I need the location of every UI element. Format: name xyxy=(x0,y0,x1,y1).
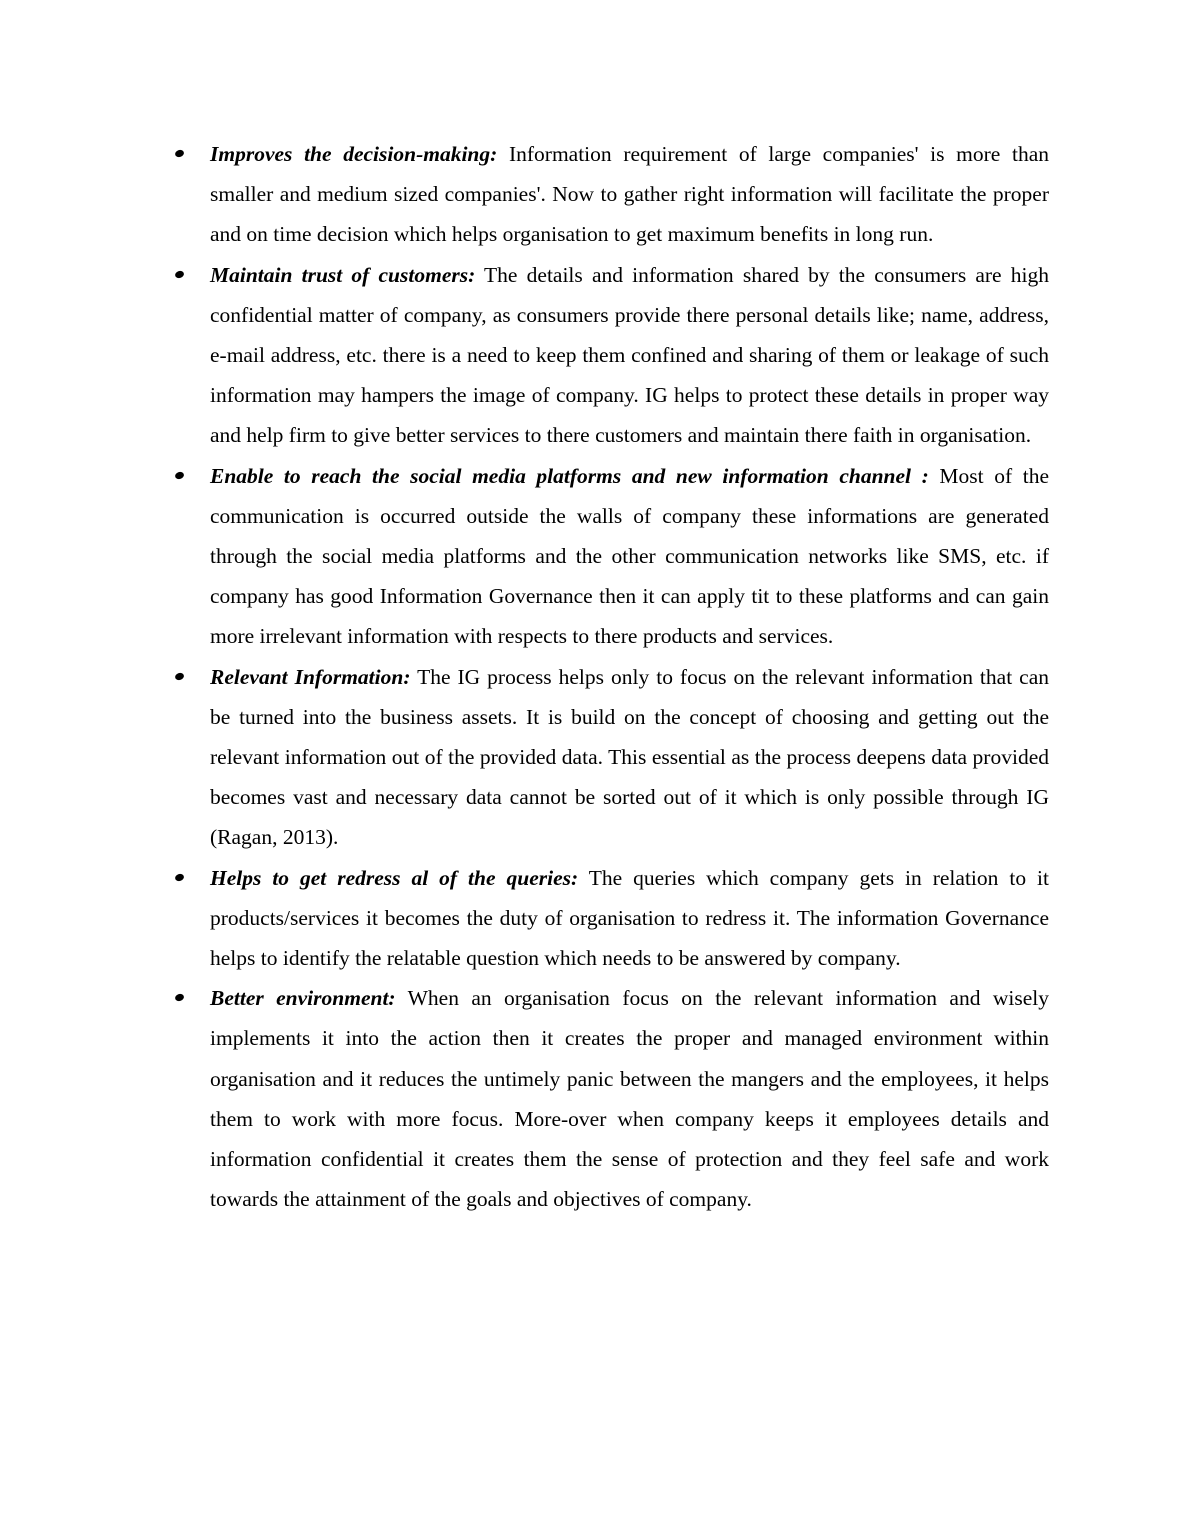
list-item-paragraph xyxy=(210,134,1049,255)
list-item-text: The IG process helps only to focus on the relevant information that can be turned into the business assets. It is build on the concept of choosing and getting out the relevant information out of the provided data. This essential as the process deepens data provided becomes vast and necessary data cannot be sorted out of it which is only possible through IG (Ragan, 2013). xyxy=(210,664,1049,850)
list-item-text: Most of the communication is occurred outside the walls of company these informations are generated through the social media platforms and the other communication networks like SMS, etc. if company has good Information Governance then it can apply tit to these platforms and can gain more irrelevant information with respects to there products and services. xyxy=(210,463,1049,649)
list-item-paragraph xyxy=(210,858,1049,979)
list-item-text: The details and information shared by the consumers are high confidential matter of company, as consumers provide there personal details like; name, address, e-mail address, etc. there is a need to keep them confined and sharing of them or leakage of such information may hampers the image of company. IG helps to protect these details in proper way and help firm to give better services to there customers and maintain there faith in organisation. xyxy=(210,262,1049,448)
list-item-paragraph xyxy=(210,255,1049,456)
list-item-paragraph xyxy=(210,456,1049,657)
list-item-term: Improves the decision-making: xyxy=(210,142,498,166)
list-item-paragraph xyxy=(210,978,1049,1219)
list-item-term: Enable to reach the social media platforms and new information channel : xyxy=(210,463,929,488)
list-item xyxy=(210,978,1049,1219)
bullet-list xyxy=(210,134,1049,1219)
list-item xyxy=(210,456,1049,657)
list-item xyxy=(210,858,1049,979)
list-item xyxy=(210,255,1049,456)
bullet-icon xyxy=(174,872,185,882)
list-item-term: Better environment: xyxy=(210,986,396,1011)
list-item-text: Information requirement of large companies' is more than smaller and medium sized companies'. Now to gather right information will facilitate the proper and on time decision which helps organisation to get maximum benefits in long run. xyxy=(210,142,1049,247)
list-item xyxy=(210,657,1049,858)
bullet-icon xyxy=(174,149,185,159)
list-item-paragraph xyxy=(210,657,1049,858)
bullet-icon xyxy=(174,269,185,279)
list-item-text: The queries which company gets in relation to it products/services it becomes the duty of organisation to redress it. The information Governance helps to identify the relatable question which needs to be answered by company. xyxy=(210,865,1049,971)
bullet-icon xyxy=(174,470,185,480)
list-item-term: Helps to get redress al of the queries: xyxy=(210,865,579,890)
bullet-icon xyxy=(174,993,185,1003)
list-item-text: When an organisation focus on the relevant information and wisely implements it into the action then it creates the proper and managed environment within organisation and it reduces the untimely panic between the mangers and the employees, it helps them to work with more focus. More-over when company keeps it employees details and information confidential it creates them the sense of protection and they feel safe and work towards the attainment of the goals and objectives of company. xyxy=(210,986,1049,1212)
list-item-term: Relevant Information: xyxy=(210,664,411,689)
list-item xyxy=(210,134,1049,255)
list-item-term: Maintain trust of customers: xyxy=(210,262,476,287)
bullet-icon xyxy=(174,671,185,681)
